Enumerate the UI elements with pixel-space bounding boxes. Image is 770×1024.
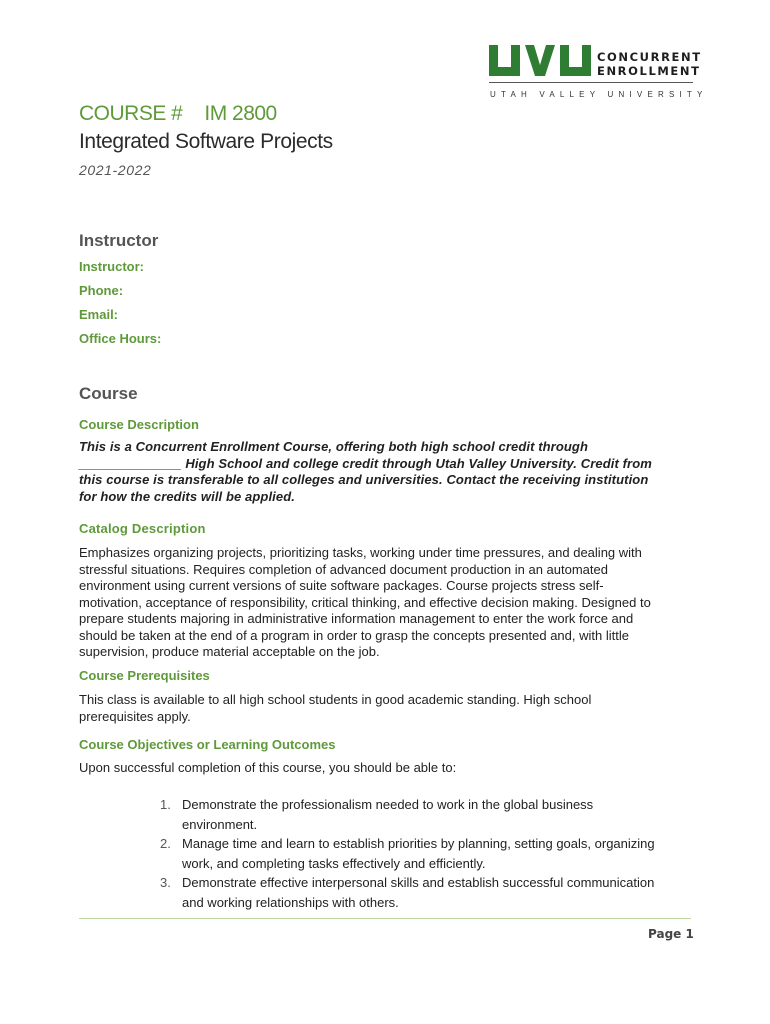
prereq-line: This class is available to all high school students in good academic standing. High school [79, 692, 592, 707]
logo-line-enrollment: ENROLLMENT [597, 63, 701, 78]
objectives-heading: Course Objectives or Learning Outcomes [79, 737, 336, 752]
page-number: Page 1 [648, 927, 694, 941]
course-title: Integrated Software Projects [79, 130, 333, 153]
objective-line: Demonstrate effective interpersonal skills and establish successful communication [182, 875, 655, 890]
catalog-line: motivation, acceptance of responsibility, critical thinking, and effective decision making. Designed to [79, 594, 651, 610]
description-line: this course is transferable to all colleges and universities. Contact the receiving institution [79, 472, 649, 487]
course-label: COURSE # [79, 102, 183, 125]
list-item [160, 795, 700, 834]
logo-divider [489, 82, 693, 83]
logo-university-name: UTAH VALLEY UNIVERSITY [490, 90, 708, 99]
catalog-line: prepare students majoring in administrative information management to enter the work force and [79, 611, 634, 626]
catalog-line: supervision, produce material acceptable on the job. [79, 644, 380, 659]
catalog-line: should be taken at the end of a program in order to grasp the concepts presented and, with little [79, 627, 629, 643]
instructor-name-label: Instructor: [79, 259, 144, 274]
description-line: This is a Concurrent Enrollment Course, offering both high school credit through [79, 439, 589, 454]
list-number: 1. [160, 797, 171, 812]
email-label: Email: [79, 307, 119, 322]
list-number: 2. [160, 836, 171, 851]
logo-line-concurrent: CONCURRENT [597, 50, 702, 64]
uvu-concurrent-enrollment-logo [489, 45, 708, 101]
list-item [160, 834, 700, 873]
phone-label: Phone: [79, 283, 124, 298]
course-heading: Course [79, 384, 138, 403]
course-description-heading: Course Description [79, 417, 199, 432]
objective-line: environment. [182, 816, 258, 832]
uvu-logo-mark [489, 45, 593, 77]
objective-line: and working relationships with others. [182, 894, 399, 910]
description-line: ______________ High School and college credit through Utah Valley University. Credit from [79, 455, 652, 471]
catalog-description-heading: Catalog Description [79, 521, 206, 536]
objectives-list [160, 795, 700, 912]
course-description-text [79, 439, 694, 505]
list-number: 3. [160, 875, 171, 890]
objective-line: Demonstrate the professionalism needed to work in the global business [182, 797, 594, 812]
course-prerequisites-heading: Course Prerequisites [79, 668, 210, 683]
course-number-heading [79, 102, 277, 126]
objective-line: Manage time and learn to establish priorities by planning, setting goals, organizing [182, 836, 655, 851]
office-hours-label: Office Hours: [79, 331, 162, 346]
catalog-line: stressful situations. Requires completion of advanced document production in an automated [79, 561, 608, 577]
catalog-line: environment using current versions of suite software packages. Course projects stress self- [79, 578, 604, 593]
footer-divider [79, 918, 691, 919]
prereq-line: prerequisites apply. [79, 708, 191, 724]
instructor-heading: Instructor [79, 231, 159, 250]
academic-year: 2021-2022 [79, 162, 152, 178]
catalog-line: Emphasizes organizing projects, prioritizing tasks, working under time pressures, and dealing with [79, 545, 642, 560]
logo-text [597, 51, 702, 78]
objectives-intro: Upon successful completion of this course, you should be able to: [79, 760, 457, 775]
objective-line: work, and completing tasks effectively and efficiently. [182, 855, 486, 871]
prerequisites-text [79, 692, 694, 725]
description-line: for how the credits will be applied. [79, 488, 295, 504]
catalog-description-text [79, 545, 694, 661]
list-item [160, 873, 700, 912]
course-number: IM 2800 [204, 102, 277, 125]
